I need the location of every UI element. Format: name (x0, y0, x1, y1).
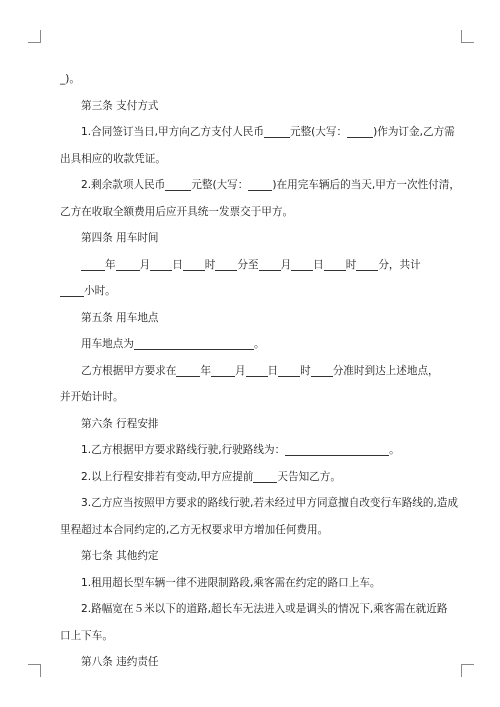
section-heading-6 (60, 411, 472, 438)
text: 年 (200, 364, 211, 377)
text: 月 (139, 258, 151, 271)
blank-field[interactable] (285, 441, 389, 456)
heading-text: 第七条 其他约定 (81, 550, 159, 562)
paragraph-line (60, 570, 472, 597)
blank-field[interactable] (259, 256, 281, 271)
paragraph-line (60, 172, 472, 199)
paragraph-line (60, 146, 472, 173)
blank-field[interactable] (253, 468, 277, 483)
corner-mark-top-right (461, 30, 474, 43)
text: 乙方根据甲方要求在 (81, 364, 177, 377)
paragraph-line (60, 199, 472, 226)
text: 分，共计 (378, 258, 421, 271)
paragraph-line (60, 331, 472, 358)
text: _)。 (60, 73, 81, 85)
heading-text: 第五条 用车地点 (81, 311, 159, 324)
corner-mark-bottom-left (28, 664, 41, 677)
blank-field[interactable] (150, 256, 172, 271)
text: 元整(大写： (191, 179, 249, 191)
text: 时 (204, 258, 216, 271)
blank-field[interactable] (264, 123, 290, 138)
blank-field[interactable] (60, 282, 84, 297)
text: 里程超过本合同约定的,乙方无权要求甲方增加任何费用。 (60, 523, 329, 536)
blank-field[interactable] (291, 256, 313, 271)
section-heading-8 (60, 649, 472, 676)
text: 出具相应的收款凭证。 (60, 152, 166, 165)
text: 日 (313, 258, 324, 271)
text: 日 (172, 258, 183, 271)
paragraph-line (60, 384, 472, 411)
blank-field[interactable] (215, 256, 237, 271)
section-heading-5 (60, 305, 472, 332)
text: 分至 (237, 258, 259, 271)
text: 年 (105, 258, 116, 271)
blank-field[interactable] (81, 256, 105, 271)
text: 月 (234, 364, 246, 377)
text: 口上下车。 (60, 629, 113, 642)
text: 月 (280, 258, 292, 271)
text: 元整(大写： (289, 126, 348, 138)
text: 1.租用超长型车辆一律不进限制路段,乘客需在约定的路口上车。 (81, 576, 381, 589)
text: 小时。 (84, 285, 116, 297)
blank-field[interactable] (278, 362, 300, 377)
blank-field[interactable] (165, 176, 191, 191)
text: )在用完车辆后的当天,甲方一次性付清， (272, 179, 460, 191)
blank-field[interactable] (211, 362, 235, 377)
heading-text: 第三条 支付方式 (81, 99, 159, 112)
text: 时 (300, 364, 311, 377)
text: 3.乙方应当按照甲方要求的路线行驶,若未经过甲方同意擅自改变行车路线的,造成 (81, 497, 459, 509)
heading-text: 第八条 违约责任 (81, 656, 159, 668)
text: 1.合同签订当日,甲方向乙方支付人民币 (81, 126, 264, 138)
text: 2.路幅宽在５米以下的道路,超长车无法进入或是调头的情况下,乘客需在就近路 (81, 603, 448, 615)
blank-field[interactable] (347, 123, 373, 138)
text: 。 (389, 444, 400, 456)
blank-field[interactable] (311, 362, 333, 377)
blank-field[interactable] (183, 256, 205, 271)
text: 用车地点为 (81, 338, 134, 350)
text: 天告知乙方。 (277, 470, 341, 483)
paragraph-line (60, 278, 472, 305)
paragraph-line (60, 464, 472, 491)
heading-text: 第四条 用车时间 (81, 232, 159, 244)
text: 日 (267, 364, 279, 377)
text: 乙方在收取全额费用后应开具统一发票交于甲方。 (60, 205, 294, 218)
paragraph-line (60, 437, 472, 464)
document-page (60, 66, 472, 676)
text: 分准时到达上述地点， (332, 364, 439, 377)
text: 1.乙方根据甲方要求路线行驶,行驶路线为： (81, 444, 286, 456)
blank-field[interactable] (176, 362, 200, 377)
heading-text: 第六条 行程安排 (81, 417, 159, 430)
text: 。 (253, 338, 265, 350)
blank-field[interactable] (248, 176, 272, 191)
paragraph-line (60, 517, 472, 544)
paragraph-line (60, 252, 472, 279)
text: 2.以上行程安排若有变动,甲方应提前 (81, 470, 254, 483)
paragraph-line (60, 596, 472, 623)
section-heading-3 (60, 93, 472, 120)
section-heading-7 (60, 543, 472, 570)
paragraph-line (60, 358, 472, 385)
blank-field[interactable] (116, 256, 140, 271)
paragraph-line (60, 119, 472, 146)
section-heading-4 (60, 225, 472, 252)
blank-field[interactable] (356, 256, 378, 271)
blank-field[interactable] (134, 335, 254, 350)
text: 时 (345, 258, 357, 271)
paragraph-line (60, 623, 472, 650)
blank-field[interactable] (324, 256, 346, 271)
text: 并开始计时。 (60, 391, 124, 403)
paragraph-line (60, 490, 472, 517)
text: 2.剩余款项人民币 (81, 179, 166, 191)
corner-mark-top-left (28, 30, 41, 43)
blank-field[interactable] (246, 362, 268, 377)
text: )作为订金,乙方需 (373, 126, 455, 138)
text-line (60, 66, 472, 93)
